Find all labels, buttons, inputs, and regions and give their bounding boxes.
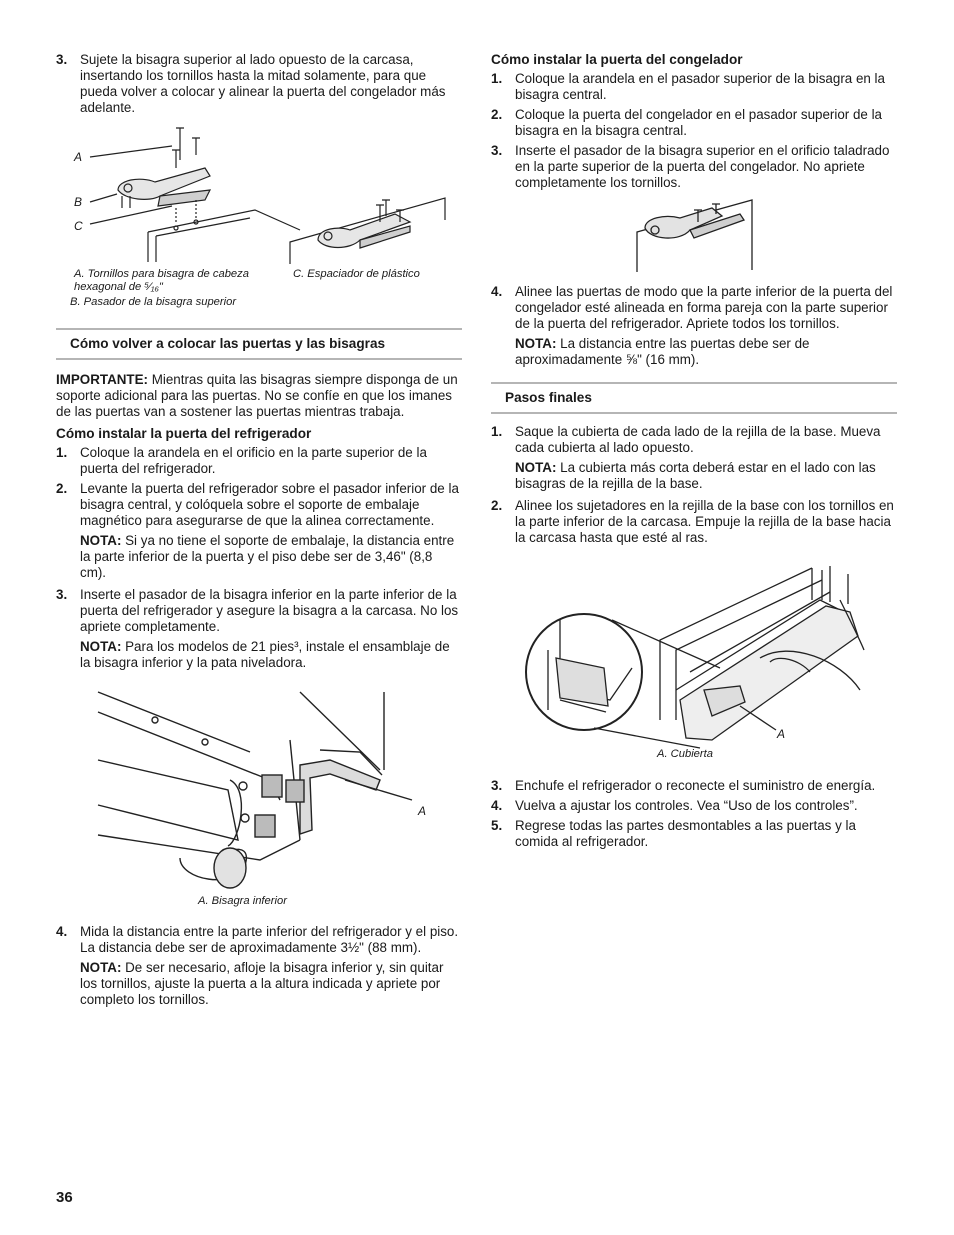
step-text: Alinee las puertas de modo que la parte inferior de la puerta del congelador esté alineada en forma pareja con la parte superior de la puerta del refrigerador. Apriete todos los tornillos. [515, 284, 893, 331]
final-step-5 [491, 818, 897, 850]
step-text: Mida la distancia entre la parte inferior del refrigerador y el piso. La distancia debe ser de aproximadamente 3½" (88 mm). [80, 924, 459, 955]
step-number: 5. [491, 818, 503, 833]
right-column-bottom [491, 778, 897, 850]
step-text: Regrese todas las partes desmontables a las puertas y la comida al refrigerador. [515, 818, 856, 849]
caption-cover: A. Cubierta [657, 748, 713, 760]
subhead-refrigerator-door: Cómo instalar la puerta del refrigerador [56, 426, 312, 441]
step-text: Alinee los sujetadores en la rejilla de la base con los tornillos en la parte inferior de la carcasa. Empuje la rejilla de la base hacia la carcasa hasta que esté al ras. [515, 498, 894, 545]
figure-label-a: A [777, 727, 786, 741]
note-label: NOTA: [80, 533, 122, 548]
step-number: 4. [491, 284, 503, 299]
step-number: 1. [56, 445, 68, 460]
step-text: Coloque la arandela en el orificio en la parte superior de la puerta del refrigerador. [80, 445, 427, 476]
section-title-replace-doors: Cómo volver a colocar las puertas y las bisagras [56, 328, 462, 360]
step-number: 2. [56, 481, 68, 496]
note-text: Para los modelos de 21 pies³, instale el ensamblaje de la bisagra inferior y la pata niveladora. [80, 639, 450, 670]
important-text: Mientras quita las bisagras siempre disponga de un soporte adicional para las puertas. No se confíe en que los imanes de las puertas van a sostener las puertas mientras trabaja. [56, 372, 458, 419]
note-label: NOTA: [515, 336, 557, 351]
note-label: NOTA: [515, 460, 557, 475]
section-title-final-steps: Pasos finales [491, 382, 897, 414]
step-text: Inserte el pasador de la bisagra superior en el orificio taladrado en la parte superior de la puerta del congelador. No apriete completamente los tornillos. [515, 143, 890, 190]
step-text: Saque la cubierta de cada lado de la rejilla de la base. Mueva cada cubierta al lado opuesto. [515, 424, 881, 455]
caption-a: A. Tornillos para bisagra de cabeza hexagonal de ⁵⁄₁₆" [74, 268, 249, 293]
figure-label-c: C [74, 219, 83, 233]
final-step-3 [491, 778, 897, 794]
caption-lower-hinge: A. Bisagra inferior [198, 895, 287, 907]
note-text: Si ya no tiene el soporte de embalaje, la distancia entre la parte inferior de la puerta y el piso debe ser de 3,46" (8,8 cm). [80, 533, 455, 580]
step-number: 2. [491, 498, 503, 513]
note-text: La distancia entre las puertas debe ser de aproximadamente ⅝" (16 mm). [515, 336, 810, 367]
caption-b: B. Pasador de la bisagra superior [70, 296, 237, 308]
figure-label-a: A [418, 804, 427, 818]
figure-label-a: A [74, 150, 83, 164]
subhead-freezer-door: Cómo instalar la puerta del congelador [491, 52, 743, 67]
step-number: 1. [491, 71, 503, 86]
step-number: 3. [491, 143, 503, 158]
step-text: Coloque la arandela en el pasador superior de la bisagra en la bisagra central. [515, 71, 885, 102]
final-step-4 [491, 798, 897, 814]
step-text: Sujete la bisagra superior al lado opuesto de la carcasa, insertando los tornillos hasta la mitad solamente, para que pueda volver a colocar y alinear la puerta del congelador más adelante. [80, 52, 446, 115]
step-text: Vuelva a ajustar los controles. Vea “Uso de los controles”. [515, 798, 858, 813]
step-number: 3. [56, 587, 68, 602]
step-number: 4. [491, 798, 503, 813]
caption-c: C. Espaciador de plástico [293, 268, 420, 280]
step-text: Inserte el pasador de la bisagra inferior en la parte inferior de la puerta del refrigerador y asegure la bisagra a la carcasa. No los apriete completamente. [80, 587, 459, 634]
note-text: La cubierta más corta deberá estar en el lado con las bisagras de la rejilla de la base. [515, 460, 876, 491]
step-number: 3. [56, 52, 68, 67]
step-text: Enchufe el refrigerador o reconecte el suministro de energía. [515, 778, 876, 793]
step-number: 3. [491, 778, 503, 793]
step-text: Coloque la puerta del congelador en el pasador superior de la bisagra en la bisagra central. [515, 107, 883, 138]
note-label: NOTA: [80, 960, 122, 975]
page-number: 36 [56, 1189, 73, 1206]
important-label: IMPORTANTE: [56, 372, 148, 387]
step-number: 1. [491, 424, 503, 439]
step-text: Levante la puerta del refrigerador sobre el pasador inferior de la bisagra central, y colóquela sobre el soporte de embalaje magnético para asegurarse de que la alinea correctamente. [80, 481, 459, 528]
note-label: NOTA: [80, 639, 122, 654]
figure-label-b: B [74, 195, 83, 209]
note-text: De ser necesario, afloje la bisagra inferior y, sin quitar los tornillos, ajuste la puerta a la altura indicada y apriete por completo los tornillos. [80, 960, 444, 1007]
step-number: 2. [491, 107, 503, 122]
step-number: 4. [56, 924, 68, 939]
